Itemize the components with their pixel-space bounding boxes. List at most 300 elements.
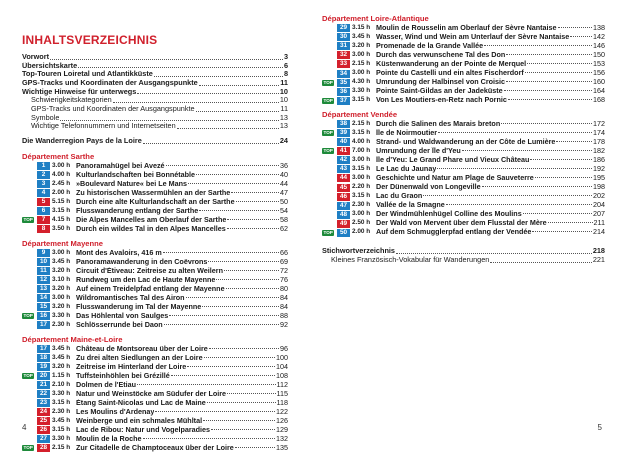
tour-title: Dolmen de l'Etiau [76, 380, 137, 389]
leader-dots [60, 120, 278, 121]
tour-duration: 3.30 h [52, 312, 71, 319]
tour-duration: 3.30 h [52, 389, 71, 397]
tour-duration: 2.15 h [352, 60, 371, 68]
tour-duration: 7.00 h [352, 147, 371, 155]
leader-dots [227, 228, 279, 229]
tour-duration: 3.15 h [52, 426, 71, 433]
tour-duration: 3.20 h [352, 42, 371, 50]
leader-dots [227, 393, 275, 394]
tour-entry[interactable] [22, 162, 288, 171]
tour-page: 69 [280, 256, 288, 266]
leader-dots [203, 420, 275, 421]
toc-entry[interactable] [22, 88, 288, 97]
leader-dots [113, 102, 279, 103]
tour-number-badge: 36 [337, 88, 350, 96]
tour-title: Lac de Ribou: Natur und Vogelparadies [76, 426, 211, 434]
region-intro-entry[interactable] [22, 137, 288, 146]
top-badge-slot [22, 172, 37, 179]
tour-number-badge: 13 [37, 285, 50, 293]
tour-page: 36 [280, 160, 288, 170]
leader-dots [163, 252, 279, 253]
leader-dots [188, 183, 279, 184]
tour-title: Auf dem Schmugglerpfad entlang der Vendée [376, 228, 532, 237]
tour-title: Zeitreise im Hinterland der Loire [76, 362, 187, 371]
top-badge-slot [22, 382, 37, 389]
top-badge-slot [22, 286, 37, 293]
tour-page: 54 [280, 206, 288, 216]
tour-number-badge: 12 [37, 276, 50, 284]
leader-dots [78, 67, 283, 68]
tour-duration: 3.20 h [52, 362, 71, 370]
tour-title: Natur und Weinstöcke am Südufer der Loire [76, 389, 227, 398]
tour-duration: 3.00 h [352, 156, 371, 164]
tour-page: 186 [593, 155, 605, 165]
entry-text: Schwierigkeitskategorien [31, 96, 112, 105]
leader-dots [231, 192, 279, 193]
tour-entry[interactable] [22, 426, 288, 435]
tour-number-badge: 43 [337, 165, 350, 173]
toc-entry[interactable] [22, 53, 288, 62]
tour-entry[interactable] [322, 69, 605, 78]
leader-dots [208, 261, 279, 262]
tour-duration: 3.15 h [352, 128, 371, 136]
tour-entry[interactable] [322, 228, 605, 237]
front-matter-list [22, 53, 288, 131]
top-badge-slot [322, 202, 337, 209]
top-badge-slot [22, 190, 37, 197]
toc-entry[interactable] [22, 62, 288, 71]
top-badge-slot [22, 304, 37, 311]
top-badge-slot [322, 193, 337, 200]
entry-text: Übersichtskarte [22, 61, 78, 70]
tour-number-badge: 40 [337, 138, 350, 146]
top-badge: TOP [323, 130, 333, 136]
entry-text: Die Wanderregion Pays de la Loire [22, 137, 142, 146]
tour-title: Rundweg um den Lac de Haute Mayenne [76, 275, 216, 284]
tour-entry[interactable] [322, 183, 605, 192]
tour-title: Küstenwanderung an der Pointe de Merquel [376, 60, 527, 69]
leader-dots [164, 324, 279, 325]
tour-entry[interactable] [322, 156, 605, 165]
tour-entry[interactable] [322, 87, 605, 96]
top-badge-slot [22, 400, 37, 407]
tour-number-badge: 26 [37, 426, 50, 434]
tour-page: 142 [593, 32, 605, 42]
tour-title: Circuit d'Étiveau: Zeitreise zu alten Weilern [76, 266, 223, 275]
top-badge-slot [322, 79, 337, 86]
leader-dots [236, 201, 279, 202]
tour-entry[interactable] [22, 207, 288, 216]
toc-entry[interactable] [22, 114, 288, 123]
top-badge-slot [22, 268, 37, 275]
entry-page: 6 [283, 60, 288, 70]
tour-entry[interactable] [22, 276, 288, 285]
top-badge-slot [322, 148, 337, 155]
leader-dots [186, 297, 279, 298]
leader-dots [196, 174, 279, 175]
tour-duration: 4.15 h [52, 216, 71, 224]
tour-entry[interactable] [22, 363, 288, 372]
tour-page: 88 [280, 311, 288, 320]
tour-entry[interactable] [22, 435, 288, 444]
top-badge-slot [322, 229, 337, 236]
tour-duration: 3.20 h [52, 266, 71, 274]
tour-title: »Boulevard Nature« bei Le Mans [76, 179, 188, 188]
tour-entry[interactable] [322, 24, 605, 33]
leader-dots [548, 222, 593, 223]
tour-title: Auf einem Treidelpfad entlang der Mayenne [76, 284, 225, 293]
tour-duration: 3.20 h [52, 284, 71, 292]
tour-entry[interactable] [322, 147, 605, 156]
toc-entry[interactable] [22, 105, 288, 114]
toc-entry[interactable] [22, 123, 288, 132]
top-badge-slot [322, 166, 337, 173]
tour-entry[interactable] [22, 294, 288, 303]
tour-number-badge: 34 [337, 70, 350, 78]
tour-page: 126 [276, 415, 288, 425]
tour-title: Les Moulins d'Ardenay [76, 407, 155, 416]
tour-entry[interactable] [22, 249, 288, 258]
tour-entry[interactable] [22, 225, 288, 234]
tour-entry[interactable] [22, 345, 288, 354]
tour-entry[interactable] [322, 174, 605, 183]
top-badge-slot [322, 184, 337, 191]
leader-dots [155, 411, 275, 412]
tour-number-badge: 20 [37, 372, 50, 380]
top-badge-slot [22, 163, 37, 170]
tour-title: Flusswanderung im Tal der Mayenne [76, 302, 202, 311]
tour-number-badge: 9 [37, 249, 50, 257]
tour-number-badge: 19 [37, 363, 50, 371]
region-heading: Département Maine-et-Loire [22, 334, 123, 344]
tour-entry[interactable] [322, 192, 605, 201]
page-number: 4 [22, 423, 27, 432]
top-badge-slot [22, 391, 37, 398]
tour-number-badge: 38 [337, 120, 350, 128]
toc-entry[interactable] [22, 70, 288, 79]
top-badge: TOP [323, 97, 333, 103]
leader-dots [199, 85, 280, 86]
tour-title: Panoramahügel bei Avezé [76, 161, 165, 170]
tour-duration: 2.50 h [352, 219, 371, 227]
tour-entry[interactable] [22, 171, 288, 180]
tour-title: Umrundung der Île d'Yeu [376, 147, 461, 156]
tour-entry[interactable] [22, 444, 288, 453]
entry-page: 218 [592, 246, 605, 256]
region-heading: Département Loire-Atlantique [322, 14, 429, 23]
tour-number-badge: 16 [37, 312, 50, 320]
tour-page: 132 [276, 434, 288, 444]
tour-number-badge: 44 [337, 174, 350, 182]
tour-entry[interactable] [22, 216, 288, 225]
tour-entry[interactable] [22, 354, 288, 363]
top-badge-slot [322, 121, 337, 128]
tour-number-badge: 10 [37, 258, 50, 266]
leader-dots [556, 141, 592, 142]
tour-duration: 3.45 h [52, 353, 71, 361]
tour-title: Lac du Graon [376, 192, 423, 201]
tour-title: Zu historischen Wassermühlen an der Sarthe [76, 188, 231, 197]
tour-entry[interactable] [22, 312, 288, 321]
top-badge-slot [22, 373, 37, 380]
top-badge: TOP [323, 79, 333, 85]
right-sections [322, 14, 605, 237]
top-badge: TOP [23, 445, 33, 451]
tour-number-badge: 39 [337, 129, 350, 137]
tour-page: 47 [280, 187, 288, 197]
top-badge-slot [322, 52, 337, 59]
tour-number-badge: 48 [337, 211, 350, 219]
tour-entry[interactable] [322, 165, 605, 174]
top-badge-slot [22, 346, 37, 353]
entry-page: 10 [279, 95, 288, 105]
leader-dots [154, 76, 283, 77]
leader-dots [137, 384, 276, 385]
tour-entry[interactable] [22, 258, 288, 267]
tour-title: Durch ein wildes Tal in den Alpes Mancelles [76, 225, 226, 234]
tour-title: Kulturlandschaften bei Bonnétable [76, 170, 196, 179]
tour-duration: 2.15 h [352, 119, 371, 127]
tour-entry[interactable] [22, 417, 288, 426]
tour-title: Le Lac du Jaunay [376, 165, 437, 174]
tour-duration: 3.15 h [352, 165, 371, 173]
tour-number-badge: 32 [337, 51, 350, 59]
tour-duration: 2.15 h [52, 444, 71, 452]
tour-number-badge: 25 [37, 417, 50, 425]
tour-entry[interactable] [22, 399, 288, 408]
tour-duration: 2.00 h [352, 228, 371, 236]
tour-title: Panoramawanderung in den Coëvrons [76, 257, 208, 266]
leader-dots [504, 90, 592, 91]
tour-title: Zu drei alten Siedlungen an der Loire [76, 353, 203, 362]
tour-page: 195 [593, 173, 605, 183]
tour-entry[interactable] [322, 129, 605, 138]
top-badge-slot [322, 139, 337, 146]
leader-dots [216, 279, 279, 280]
tour-page: 72 [280, 265, 288, 275]
leader-dots [235, 447, 275, 448]
tour-title: Vallée de la Smagne [376, 201, 445, 210]
tour-page: 164 [593, 86, 605, 96]
tour-number-badge: 18 [37, 354, 50, 362]
leader-dots [437, 168, 592, 169]
tour-page: 92 [280, 320, 288, 330]
top-badge-slot [22, 445, 37, 452]
tour-title: Schlösserrunde bei Daon [76, 321, 163, 330]
entry-page: 8 [283, 69, 288, 79]
tour-page: 112 [276, 379, 288, 389]
entry-page: 13 [279, 121, 288, 131]
tour-title: Das Höhlental von Saulges [76, 312, 169, 320]
tour-number-badge: 22 [37, 390, 50, 398]
tour-page: 96 [280, 343, 288, 353]
tour-duration: 3.00 h [52, 248, 71, 256]
entry-page: 11 [280, 104, 288, 114]
leader-dots [171, 375, 275, 376]
tour-number-badge: 15 [37, 303, 50, 311]
tour-page: 108 [276, 370, 288, 380]
tour-number-badge: 11 [37, 267, 50, 275]
tour-page: 115 [276, 388, 288, 398]
tour-duration: 2.10 h [52, 380, 71, 388]
tour-title: Durch die Salinen des Marais breton [376, 119, 501, 128]
top-badge-slot [322, 34, 337, 41]
toc-entry[interactable] [322, 247, 605, 256]
toc-entry[interactable] [22, 79, 288, 88]
top-badge-slot [322, 61, 337, 68]
top-badge: TOP [323, 229, 333, 235]
tour-title: Promenade de la Grande Vallée [376, 42, 484, 51]
tour-title: Pointe Saint-Gildas an der Jadeküste [376, 87, 503, 96]
tour-entry[interactable] [22, 189, 288, 198]
tour-entry[interactable] [322, 96, 605, 105]
tour-title: Tuffsteinhöhlen bei Grézillé [76, 371, 170, 380]
tour-page: 172 [593, 118, 605, 128]
tour-number-badge: 30 [337, 33, 350, 41]
tour-page: 118 [276, 397, 288, 407]
leader-dots [166, 165, 279, 166]
top-badge-slot [22, 295, 37, 302]
tour-entry[interactable] [22, 198, 288, 207]
tour-page: 214 [593, 227, 605, 237]
leader-dots [570, 36, 592, 37]
tour-entry[interactable] [322, 51, 605, 60]
tour-title: Moulin de Rousselin am Oberlauf der Sèvre Nantaise [376, 24, 557, 32]
tour-number-badge: 41 [337, 147, 350, 155]
tour-duration: 4.00 h [52, 170, 71, 178]
leader-dots [446, 204, 592, 205]
tour-entry[interactable] [322, 210, 605, 219]
tour-page: 76 [280, 274, 288, 284]
toc-entry[interactable] [22, 96, 288, 105]
left-column [22, 33, 288, 453]
leader-dots [204, 357, 275, 358]
tour-number-badge: 31 [337, 42, 350, 50]
entry-page: 24 [279, 136, 288, 146]
tour-entry[interactable] [22, 267, 288, 276]
tour-duration: 3.15 h [52, 398, 71, 406]
tour-page: 204 [593, 200, 605, 210]
tour-duration: 3.15 h [352, 96, 371, 104]
top-badge: TOP [323, 148, 333, 154]
tour-page: 198 [593, 182, 605, 192]
tour-entry[interactable] [22, 285, 288, 294]
tour-number-badge: 29 [337, 24, 350, 32]
tour-page: 122 [276, 406, 288, 416]
entry-text: Wichtige Hinweise für unterwegs [22, 87, 137, 96]
tour-title: Moulin de la Roche [76, 435, 142, 444]
tour-title: Von Les Moutiers-en-Retz nach Pornic [376, 96, 507, 105]
tour-page: 58 [280, 215, 288, 225]
tour-entry[interactable] [22, 303, 288, 312]
entry-text: Kleines Französisch-Vokabular für Wanderungen [331, 256, 490, 265]
tour-entry[interactable] [322, 60, 605, 69]
top-badge-slot [22, 199, 37, 206]
leader-dots [506, 81, 592, 82]
tour-page: 156 [593, 68, 605, 78]
tour-duration: 3.30 h [352, 87, 371, 95]
tour-number-badge: 8 [37, 225, 50, 233]
leader-dots [490, 262, 591, 263]
tour-number-badge: 45 [337, 184, 350, 192]
tour-entry[interactable] [322, 42, 605, 51]
tour-duration: 2.00 h [52, 188, 71, 196]
tour-number-badge: 49 [337, 220, 350, 228]
tour-entry[interactable] [22, 390, 288, 399]
tour-number-badge: 21 [37, 381, 50, 389]
tour-page: 211 [593, 218, 605, 228]
region-heading: Département Sarthe [22, 151, 95, 161]
tour-number-badge: 27 [37, 435, 50, 443]
tour-duration: 3.10 h [52, 275, 71, 283]
page-title: INHALTSVERZEICHNIS [22, 33, 158, 47]
tour-title: Wasser, Wind und Wein am Unterlauf der Sèvre Nantaise [376, 33, 570, 42]
tour-page: 182 [593, 146, 605, 156]
tour-entry[interactable] [322, 120, 605, 129]
back-matter-list [322, 247, 605, 264]
top-badge-slot [322, 211, 337, 218]
tour-number-badge: 17 [37, 321, 50, 329]
tour-title: Durch eine alte Kulturlandschaft an der Sarthe [76, 198, 235, 206]
tour-page: 168 [593, 95, 605, 105]
tour-entry[interactable] [322, 78, 605, 87]
tour-number-badge: 42 [337, 156, 350, 164]
top-badge-slot [22, 409, 37, 416]
tour-page: 62 [280, 224, 288, 234]
tour-duration: 2.30 h [52, 407, 71, 415]
leader-dots [143, 143, 279, 144]
tour-entry[interactable] [322, 138, 605, 147]
leader-dots [508, 99, 592, 100]
tour-entry[interactable] [22, 381, 288, 390]
left-sections [22, 152, 288, 453]
top-badge-slot [22, 226, 37, 233]
tour-entry[interactable] [22, 321, 288, 330]
tour-page: 135 [276, 443, 288, 453]
tour-number-badge: 6 [37, 207, 50, 215]
tour-title: Der Wald von Mervent über dem Flusstal der Mère [376, 219, 547, 228]
tour-duration: 3.00 h [352, 51, 371, 59]
entry-text: Symbole [31, 113, 60, 122]
leader-dots [423, 195, 592, 196]
tour-entry[interactable] [22, 408, 288, 417]
leader-dots [143, 438, 276, 439]
top-badge-slot [322, 43, 337, 50]
tour-entry[interactable] [22, 180, 288, 189]
tour-page: 160 [593, 77, 605, 87]
tour-page: 100 [276, 352, 288, 362]
region-heading: Département Mayenne [22, 238, 104, 248]
tour-duration: 3.45 h [352, 33, 371, 41]
tour-number-badge: 5 [37, 198, 50, 206]
top-badge-slot [322, 88, 337, 95]
toc-entry[interactable] [322, 256, 605, 265]
tour-page: 104 [276, 361, 288, 371]
tour-title: Étang Saint-Nicolas und Lac de Maine [76, 398, 206, 407]
tour-entry[interactable] [322, 219, 605, 228]
tour-entry[interactable] [322, 33, 605, 42]
leader-dots [187, 366, 275, 367]
tour-entry[interactable] [22, 372, 288, 381]
tour-number-badge: 35 [337, 79, 350, 87]
entry-text: Wichtige Telefonnummern und Internetseiten [31, 122, 176, 131]
tour-title: Pointe du Castelli und ein altes Fischerdorf [376, 69, 524, 78]
tour-duration: 3.00 h [52, 293, 71, 301]
leader-dots [396, 253, 592, 254]
tour-title: Île d'Yeu: Le Grand Phare und Vieux Château [376, 156, 530, 165]
tour-title: Weinberge und ein schmales Mühltal [76, 416, 203, 425]
tour-entry[interactable] [322, 201, 605, 210]
